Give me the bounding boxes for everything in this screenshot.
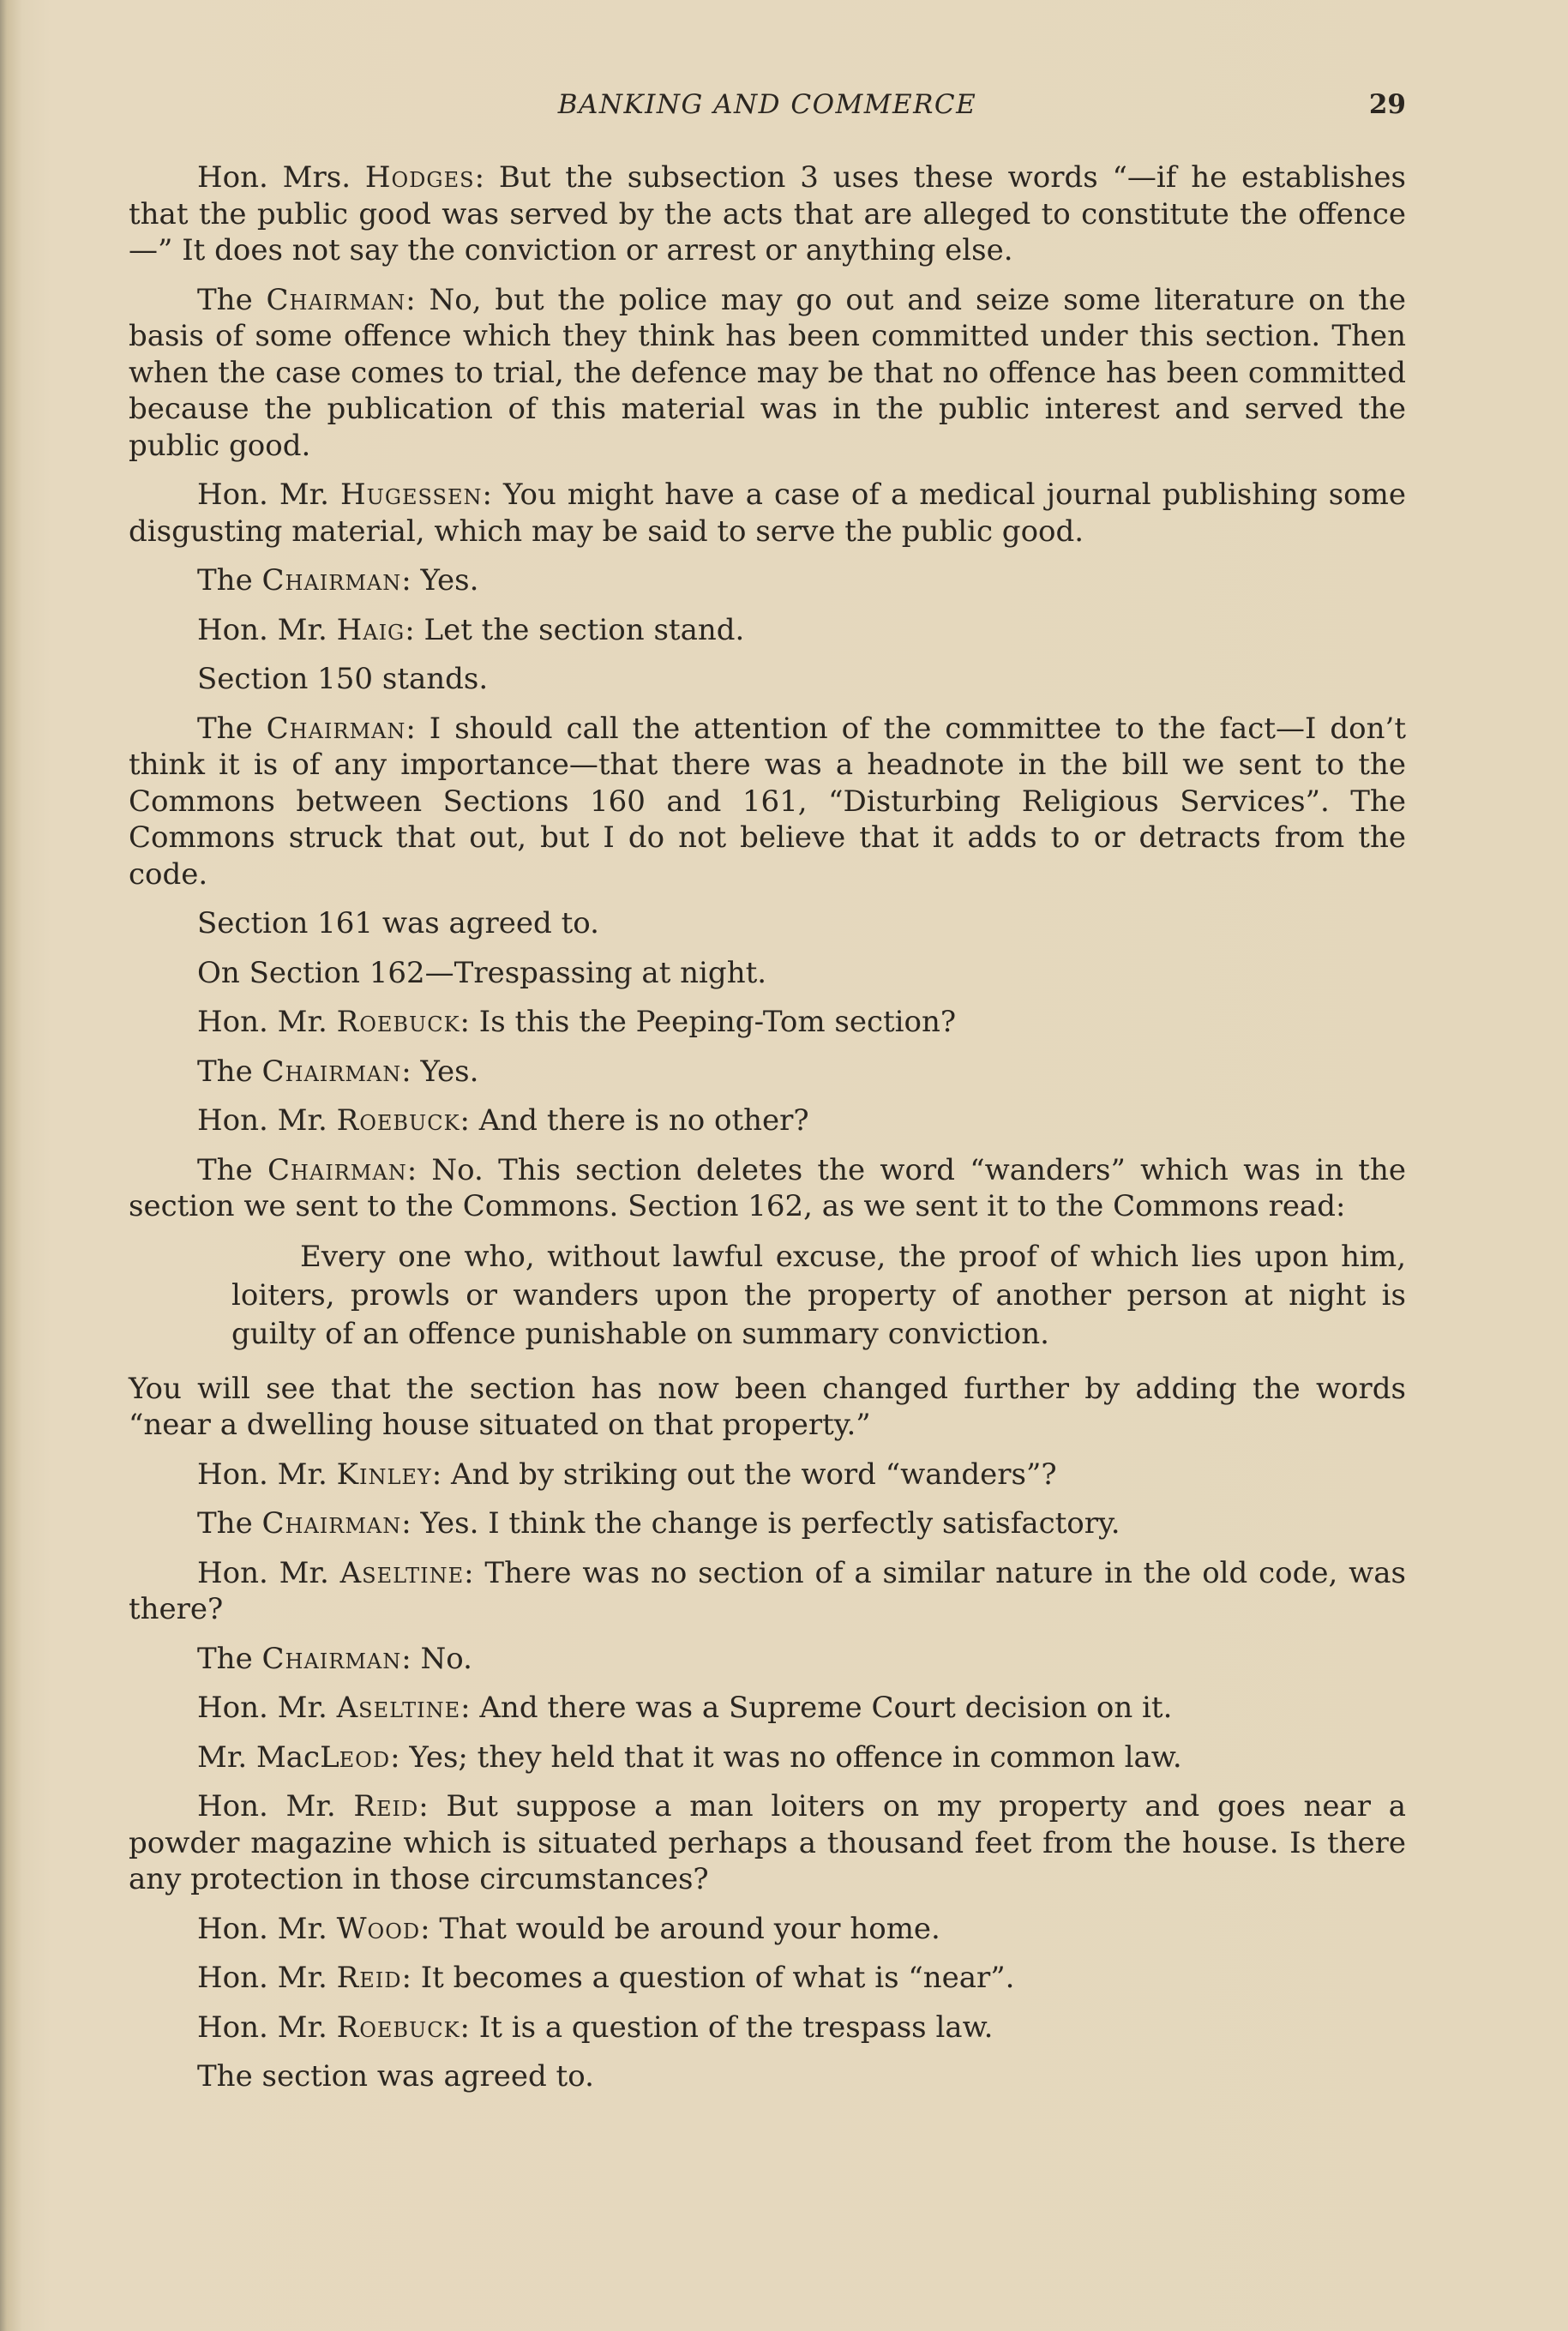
speech-text: : But suppose a man loiters on my property and goes near a powder magazine which is situated perhaps a thousand feet from the house. Is there any protection in those circumstances? <box>129 1789 1406 1896</box>
speaker-name: Chairman <box>266 282 406 317</box>
speaker-prefix: Hon. Mr. <box>197 1789 354 1823</box>
speaker-prefix: Hon. Mr. <box>197 612 337 647</box>
speaker-prefix: The <box>197 1054 262 1089</box>
speech-paragraph <box>129 1457 1406 1493</box>
speech-paragraph <box>129 2058 1406 2095</box>
page-number: 29 <box>1368 89 1406 120</box>
speech-paragraph <box>129 562 1406 599</box>
proceedings-part-2 <box>129 1457 1406 2095</box>
speech-text: : Yes; they held that it was no offence in common law. <box>390 1739 1182 1775</box>
speaker-name: Haig <box>336 612 406 647</box>
speaker-name: Chairman <box>267 1152 407 1187</box>
speech-text: : Yes. I think the change is perfectly satisfactory. <box>401 1506 1120 1541</box>
speech-paragraph <box>129 1690 1406 1727</box>
speaker-name: Reid <box>353 1789 419 1823</box>
speaker-prefix: The <box>197 1641 262 1676</box>
speech-text: : No. This section deletes the word “wanders” which was in the section we sent to the Commons. Section 162, as we sent it to the Commons read: <box>129 1152 1406 1223</box>
speech-paragraph <box>129 711 1406 893</box>
speaker-prefix: Mr. MacL <box>197 1739 339 1775</box>
speaker-name: Reid <box>336 1961 402 1995</box>
speech-paragraph <box>129 1911 1406 1948</box>
speaker-name: Chairman <box>261 1641 402 1676</box>
running-title: BANKING AND COMMERCE <box>557 89 977 120</box>
speech-paragraph <box>129 1054 1406 1090</box>
speaker-name: Roebuck <box>336 1005 460 1039</box>
speech-paragraph <box>129 282 1406 465</box>
speaker-prefix: Hon. Mr. <box>197 478 340 512</box>
speech-paragraph <box>129 1505 1406 1542</box>
speech-paragraph <box>129 905 1406 942</box>
speech-text: : You might have a case of a medical journal publishing some disgusting material, which may be said to serve the public good. <box>129 478 1406 549</box>
speech-text: : Is this the Peeping-Tom section? <box>460 1005 957 1039</box>
speech-paragraph <box>129 1004 1406 1041</box>
quoted-statute: Every one who, without lawful excuse, the proof of which lies upon him, loiters, prowls or wanders upon the property of another person at night is guilty of an offence punishable on summary conviction. <box>231 1239 1406 1351</box>
speech-paragraph <box>129 1555 1406 1628</box>
speaker-prefix: The <box>197 282 267 317</box>
speech-text: : Yes. <box>401 563 479 598</box>
speech-text: On Section 162—Trespassing at night. <box>197 955 767 990</box>
document-page <box>129 86 1406 2108</box>
speech-text: : And by striking out the word “wanders”? <box>431 1457 1057 1492</box>
speech-text: : It is a question of the trespass law. <box>460 2010 994 2045</box>
speaker-prefix: Hon. Mr. <box>197 2010 337 2045</box>
speech-text: : I should call the attention of the committee to the fact—I don’t think it is of any importance—that there was a headnote in the bill we sent to the Commons between Sections 160 and 161, “Disturbing Religious Services”. The Commons struck that out, but I do not believe that it adds to or detracts from the code. <box>129 711 1406 892</box>
speaker-prefix: The <box>197 1506 262 1541</box>
speaker-name: Hodges <box>364 160 475 195</box>
speech-paragraph <box>129 159 1406 269</box>
speaker-prefix: Hon. Mr. <box>197 1555 340 1590</box>
speech-paragraph <box>129 1739 1406 1776</box>
speaker-name: Roebuck <box>336 1103 460 1138</box>
speech-paragraph <box>129 1641 1406 1678</box>
speech-text: : No. <box>401 1641 472 1676</box>
speaker-prefix: Hon. Mrs. <box>197 160 365 195</box>
speech-text: : But the subsection 3 uses these words “—if he establishes that the public good was served by the acts that are alleged to constitute the offence—” It does not say the conviction or arrest or anything else. <box>129 160 1407 267</box>
proceedings-part-1 <box>129 159 1406 1225</box>
speaker-prefix: Hon. Mr. <box>197 1103 337 1138</box>
speaker-name: Aseltine <box>336 1691 461 1725</box>
speech-text: : And there is no other? <box>460 1103 809 1138</box>
speaker-prefix: Hon. Mr. <box>197 1961 337 1995</box>
speech-text: : And there was a Supreme Court decision on it. <box>460 1691 1173 1725</box>
speaker-prefix: The <box>197 563 262 598</box>
speaker-prefix: The <box>197 711 267 746</box>
speaker-name: Chairman <box>261 1506 402 1541</box>
speaker-name: Hugessen <box>339 478 483 512</box>
speaker-prefix: Hon. Mr. <box>197 1911 337 1946</box>
page-header <box>129 86 1406 129</box>
speaker-name: eod <box>339 1739 391 1775</box>
speech-paragraph <box>129 2010 1406 2046</box>
speaker-name: Chairman <box>266 711 406 746</box>
speech-paragraph <box>129 955 1406 992</box>
continuation-paragraph: You will see that the section has now been changed further by adding the words “near a dwelling house situated on that property.” <box>129 1371 1406 1442</box>
speech-text: : It becomes a question of what is “near”. <box>401 1961 1015 1995</box>
speech-paragraph <box>129 1152 1406 1225</box>
speech-text: : Let the section stand. <box>405 612 745 647</box>
speech-text: : No, but the police may go out and seize some literature on the basis of some offence which they think has been committed under this section. Then when the case comes to trial, the defence may be that no offence has been committed because the publication of this material was in the public interest and served the public good. <box>129 282 1406 463</box>
speech-paragraph <box>129 1788 1406 1898</box>
speech-text: : There was no section of a similar nature in the old code, was there? <box>129 1555 1406 1626</box>
speaker-name: Aseltine <box>339 1555 465 1590</box>
speaker-name: Chairman <box>261 1054 402 1089</box>
speech-paragraph <box>129 477 1406 550</box>
speech-paragraph <box>129 612 1406 649</box>
speaker-name: Roebuck <box>336 2010 460 2045</box>
speech-text: The section was agreed to. <box>197 2059 594 2094</box>
speaker-prefix: Hon. Mr. <box>197 1457 337 1492</box>
speaker-name: Kinley <box>336 1457 432 1492</box>
speech-text: Section 150 stands. <box>197 662 489 696</box>
speech-paragraph <box>129 1102 1406 1139</box>
speech-text: : That would be around your home. <box>420 1911 940 1946</box>
speaker-name: Wood <box>336 1911 421 1946</box>
speech-text: : Yes. <box>401 1054 479 1089</box>
speech-paragraph <box>129 661 1406 698</box>
speech-paragraph <box>129 1960 1406 1997</box>
speaker-prefix: Hon. Mr. <box>197 1005 337 1039</box>
speaker-prefix: The <box>197 1152 267 1187</box>
speaker-prefix: Hon. Mr. <box>197 1691 337 1725</box>
speech-text: Section 161 was agreed to. <box>197 906 599 940</box>
speaker-name: Chairman <box>261 563 402 598</box>
